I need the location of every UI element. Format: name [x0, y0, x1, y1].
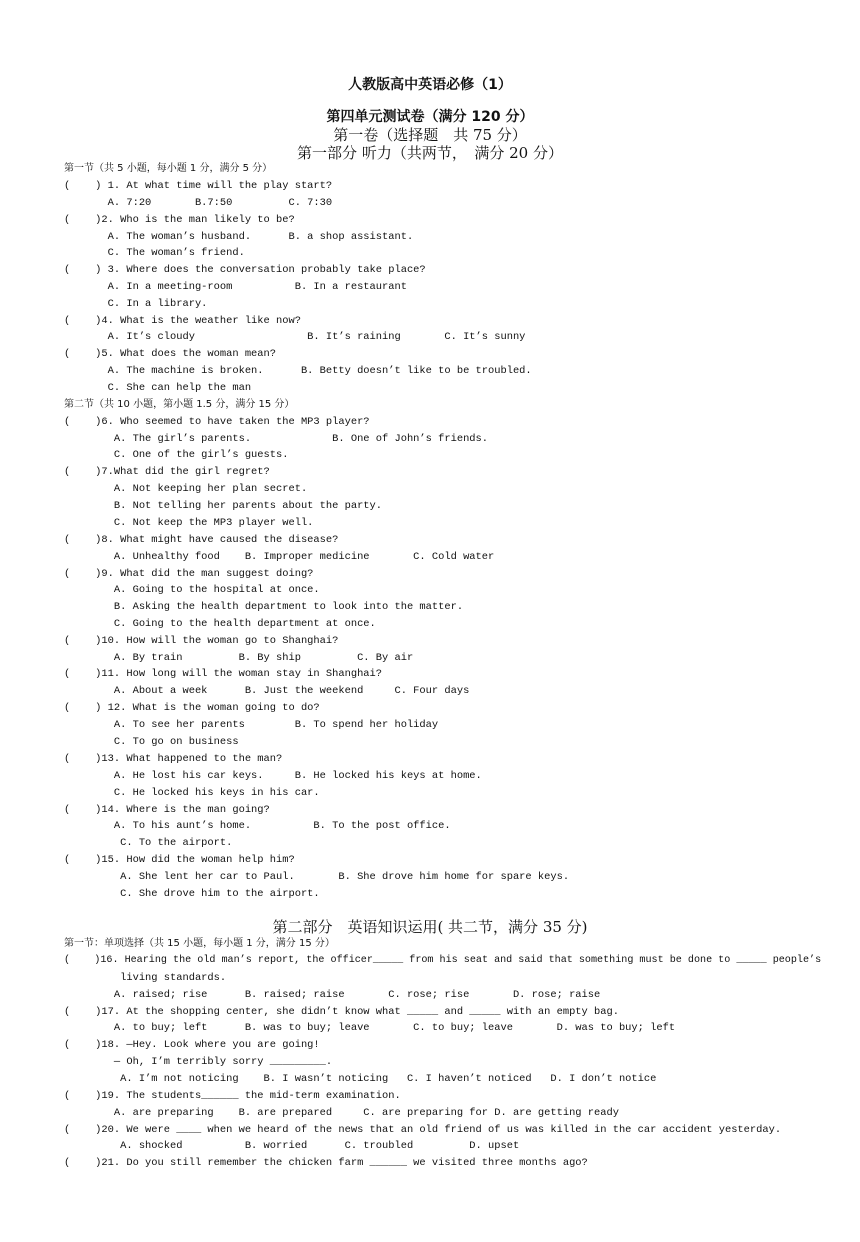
- section-heading: 第二节（共 10 小题，第小题 1.5 分，满分 15 分）: [64, 399, 295, 410]
- question-line: ( ) 1. At what time will the play start?: [64, 180, 333, 192]
- option-line: A. Going to the hospital at once.: [64, 584, 320, 596]
- section-heading: 第一节（共 5 小题，每小题 1 分，满分 5 分）: [64, 163, 273, 174]
- option-line: C. To the airport.: [64, 837, 233, 849]
- option-line: A. He lost his car keys. B. He locked his keys at home.: [64, 770, 482, 782]
- option-line: A. to buy; left B. was to buy; leave C. to buy; leave D. was to buy; left: [64, 1022, 676, 1034]
- option-line: C. Not keep the MP3 player well.: [64, 517, 314, 529]
- option-line: A. I’m not noticing B. I wasn’t noticing C. I haven’t noticed D. I don’t notice: [64, 1073, 657, 1085]
- question-line: ( )17. At the shopping center, she didn’t know what _____ and _____ with an empty bag.: [64, 1006, 619, 1018]
- question-line: ( )19. The students______ the mid-term examination.: [64, 1090, 401, 1102]
- part1-title: 第一部分 听力（共两节， 满分 20 分）: [297, 144, 563, 162]
- document-title: 人教版高中英语必修（1）: [348, 77, 512, 93]
- option-line: C. To go on business: [64, 736, 239, 748]
- section-heading: 第一节：单项选择（共 15 小题，每小题 1 分，满分 15 分）: [64, 938, 335, 949]
- question-line: ( )7.What did the girl regret?: [64, 466, 270, 478]
- option-line: A. are preparing B. are prepared C. are preparing for D. are getting ready: [64, 1107, 619, 1119]
- option-line: A. She lent her car to Paul. B. She drove him home for spare keys.: [64, 871, 570, 883]
- question-line: ( )10. How will the woman go to Shanghai?: [64, 635, 339, 647]
- question-line: ( )6. Who seemed to have taken the MP3 player?: [64, 416, 370, 428]
- question-line: ( )21. Do you still remember the chicken farm ______ we visited three months ago?: [64, 1157, 588, 1169]
- question-line: ( )2. Who is the man likely to be?: [64, 214, 295, 226]
- option-line: A. The girl’s parents. B. One of John’s friends.: [64, 433, 489, 445]
- question-line: ( )16. Hearing the old man’s report, the officer_____ from his seat and said that something must be done to _____ people’s: [64, 955, 822, 966]
- volume-title: 第一卷（选择题 共 75 分）: [333, 126, 527, 144]
- option-line: C. She drove him to the airport.: [64, 888, 320, 900]
- option-line: B. Not telling her parents about the party.: [64, 500, 383, 512]
- option-line: C. One of the girl’s guests.: [64, 449, 289, 461]
- question-line: ( )5. What does the woman mean?: [64, 348, 277, 360]
- question-line: ( )9. What did the man suggest doing?: [64, 568, 314, 580]
- option-line: A. shocked B. worried C. troubled D. upset: [64, 1140, 520, 1152]
- option-line: A. Not keeping her plan secret.: [64, 483, 308, 495]
- question-line: ( )4. What is the weather like now?: [64, 315, 301, 327]
- option-line: A. Unhealthy food B. Improper medicine C. Cold water: [64, 551, 495, 563]
- option-line: — Oh, I’m terribly sorry _________.: [64, 1056, 333, 1068]
- option-line: A. To see her parents B. To spend her holiday: [64, 719, 439, 731]
- question-line: ( )15. How did the woman help him?: [64, 854, 295, 866]
- option-line: C. In a library.: [64, 298, 208, 310]
- option-line: B. Asking the health department to look into the matter.: [64, 601, 464, 613]
- option-line: A. 7:20 B.7:50 C. 7:30: [64, 197, 333, 209]
- option-line: C. The woman’s friend.: [64, 247, 245, 259]
- option-line: A. To his aunt’s home. B. To the post office.: [64, 820, 451, 832]
- option-line: A. The woman’s husband. B. a shop assistant.: [64, 231, 414, 243]
- option-line: A. In a meeting-room B. In a restaurant: [64, 281, 407, 293]
- option-line: C. She can help the man: [64, 382, 252, 394]
- option-line: A. It’s cloudy B. It’s raining C. It’s sunny: [64, 331, 526, 343]
- question-line: ( )14. Where is the man going?: [64, 804, 270, 816]
- question-line: ( )18. —Hey. Look where you are going!: [64, 1039, 320, 1051]
- option-line: C. Going to the health department at once.: [64, 618, 376, 630]
- option-line: living standards.: [64, 972, 227, 984]
- option-line: A. raised; rise B. raised; raise C. rose; rise D. rose; raise: [64, 989, 601, 1001]
- option-line: A. About a week B. Just the weekend C. Four days: [64, 685, 470, 697]
- option-line: A. By train B. By ship C. By air: [64, 652, 414, 664]
- option-line: C. He locked his keys in his car.: [64, 787, 320, 799]
- question-line: ( )11. How long will the woman stay in Shanghai?: [64, 668, 383, 680]
- question-line: ( ) 12. What is the woman going to do?: [64, 702, 320, 714]
- question-line: ( )20. We were ____ when we heard of the news that an old friend of us was killed in the car accident yesterday.: [64, 1124, 782, 1136]
- unit-title: 第四单元测试卷（满分 120 分）: [326, 109, 534, 125]
- question-line: ( )8. What might have caused the disease?: [64, 534, 339, 546]
- part2-title: 第二部分 英语知识运用( 共二节，满分 35 分): [272, 918, 588, 936]
- question-line: ( )13. What happened to the man?: [64, 753, 283, 765]
- option-line: A. The machine is broken. B. Betty doesn’t like to be troubled.: [64, 365, 532, 377]
- question-line: ( ) 3. Where does the conversation probably take place?: [64, 264, 426, 276]
